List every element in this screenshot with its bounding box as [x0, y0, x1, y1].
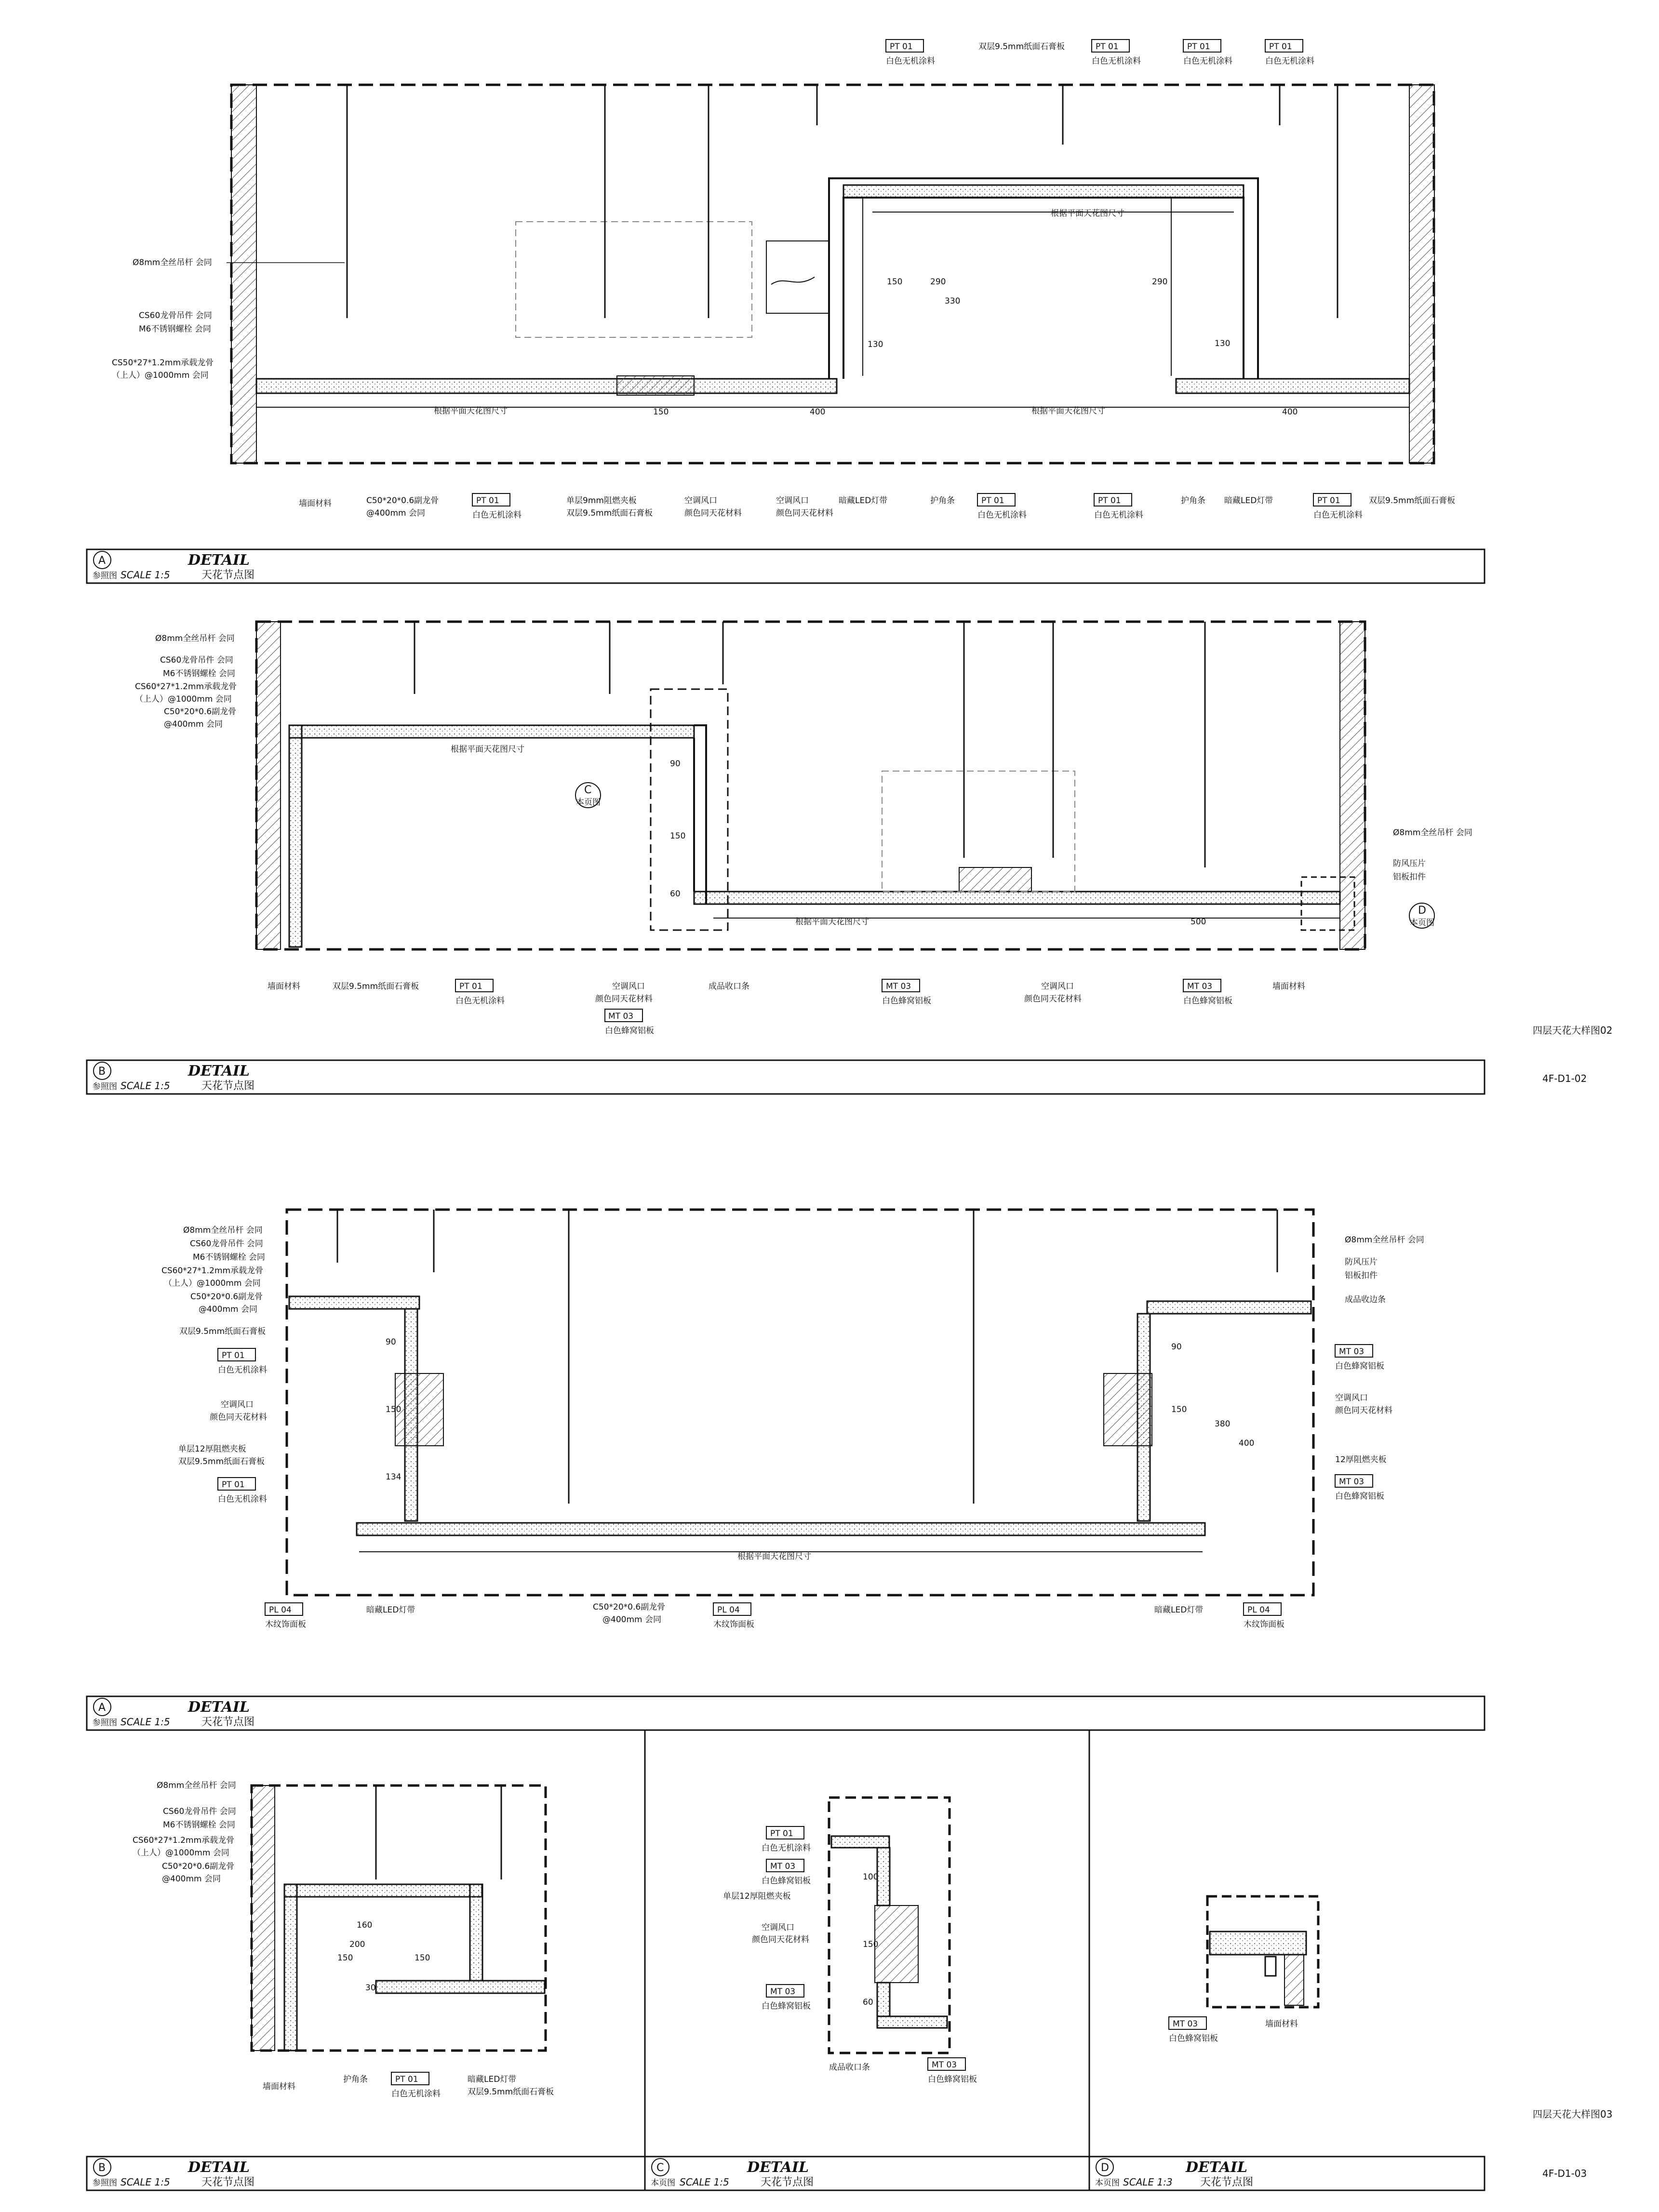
a2-ann-plywood12b: 12厚阻燃夹板	[1335, 1455, 1387, 1465]
panel-a2-right-vent	[1104, 1373, 1152, 1446]
panel-b2-drop	[470, 1884, 482, 1981]
panel-b-bottom-annotations	[268, 979, 1305, 1036]
ann-at400: @400mm 会同	[366, 508, 425, 518]
panel-a-dim-330: 330	[945, 296, 961, 306]
a2-ann-pl04-c: PL 04	[1247, 1605, 1270, 1615]
b-ann-mt03-c-desc: 白色蜂窝铝板	[1183, 996, 1232, 1006]
c-dim-100: 100	[863, 1872, 879, 1882]
b-ann-vent-2: 空调风口	[1041, 982, 1074, 991]
panel-a2-left-ledge	[289, 1296, 419, 1309]
panel-a-ref-dim-3: 根据平面天花图尺寸	[1051, 209, 1124, 218]
panel-a-right-wall	[1409, 85, 1434, 463]
panel-b2-ceiling	[284, 1884, 482, 1897]
panel-a-dim-130b: 130	[868, 340, 883, 349]
panel-a-hanger-rods	[347, 85, 1338, 318]
tag-pt01: PT 01	[890, 42, 913, 52]
panel-a2-name: 天花节点图	[201, 1716, 255, 1728]
detail-panel-a-bottom	[87, 1210, 1485, 1730]
panel-b-step	[694, 725, 706, 904]
ann-guard: 护角条	[930, 496, 955, 506]
c-ann-pt01: PT 01	[770, 1829, 793, 1839]
c-ann-mt03: MT 03	[770, 1862, 796, 1871]
ann-wall: 墙面材料	[299, 499, 332, 508]
ann-pt01-b3-desc: 白色无机涂料	[1094, 510, 1143, 520]
panel-a2-title: DETAIL	[188, 1699, 250, 1716]
panel-a-left-wall	[231, 85, 256, 463]
a2-ann-c50-b: C50*20*0.6副龙骨	[593, 1602, 666, 1612]
ann-vent-color: 颜色同天花材料	[684, 508, 742, 518]
a2-ann-c50: C50*20*0.6副龙骨	[190, 1292, 263, 1302]
a2-dim-150: 150	[386, 1405, 401, 1414]
panel-b-dim-150: 150	[670, 831, 686, 841]
panel-a-dashed-frame	[231, 85, 1434, 463]
b2-ann-cs60main: CS60*27*1.2mm承载龙骨	[133, 1836, 235, 1845]
panel-b-marker-c-label: C	[584, 784, 592, 796]
panel-b-marker-c-ref: 本页图	[576, 798, 601, 807]
panel-d-title: DETAIL	[1186, 2159, 1247, 2176]
c-ann-plywood: 单层12厚阻燃夹板	[723, 1892, 791, 1901]
panel-a-scale: SCALE 1:5	[120, 569, 170, 581]
ann-rod: Ø8mm全丝吊杆 会同	[133, 258, 212, 267]
b2-ann-pt01-desc: 白色无机涂料	[391, 2089, 441, 2099]
b2-dim-150: 150	[337, 1953, 353, 1963]
panel-b-dim-60: 60	[670, 889, 681, 899]
side-code-1: 4F-D1-02	[1542, 1073, 1587, 1084]
b-ann-rod-r: Ø8mm全丝吊杆 会同	[1393, 828, 1472, 838]
panel-a-vent	[766, 241, 829, 313]
panel-a2-code: A	[98, 1702, 106, 1714]
b2-ann-up1000: （上人）@1000mm 会同	[133, 1848, 229, 1858]
b-ann-vent: 空调风口	[612, 982, 645, 991]
a2-ann-mt03-b-desc: 白色蜂窝铝板	[1335, 1492, 1384, 1501]
a2-ann-mt03-desc: 白色蜂窝铝板	[1335, 1361, 1384, 1371]
panel-a2-left-annotations	[161, 1226, 267, 1504]
panel-c-annotations	[723, 1826, 977, 2084]
a2-ann-vent: 空调风口	[221, 1400, 254, 1410]
panel-c-name: 天花节点图	[761, 2176, 814, 2188]
panel-a-title-bar	[87, 549, 1485, 583]
panel-a2-hanger-rods	[337, 1210, 1277, 1504]
a2-ann-pt01-b-desc: 白色无机涂料	[218, 1494, 267, 1504]
a2-ann-led-2: 暗藏LED灯带	[1154, 1605, 1204, 1615]
c-dim-150: 150	[863, 1940, 879, 1949]
panel-a-left-annotations	[112, 258, 345, 380]
panel-a-name: 天花节点图	[201, 569, 255, 581]
a2-dim-380: 380	[1215, 1419, 1231, 1429]
b2-ann-at400: @400mm 会同	[162, 1874, 221, 1884]
b-ann-mt03-desc: 白色蜂窝铝板	[605, 1026, 654, 1036]
b-ann-mt03: MT 03	[608, 1012, 634, 1021]
detail-panel-d	[1089, 1896, 1612, 2190]
a2-ann-pl04: PL 04	[269, 1605, 292, 1615]
tag-pt01-b: PT 01	[1096, 42, 1119, 52]
panel-a-lower-vent	[617, 376, 694, 395]
ann-plywood9: 单层9mm阻燃夹板	[566, 496, 637, 506]
d-ann-mt03: MT 03	[1173, 2019, 1198, 2029]
panel-a-dim-130c: 130	[1215, 339, 1231, 348]
c-ann-mt03-desc: 白色蜂窝铝板	[762, 1876, 811, 1886]
b2-ann-cs60: CS60龙骨吊件 会同	[163, 1807, 236, 1816]
panel-b2-name: 天花节点图	[201, 2176, 255, 2188]
a2-ann-vent-r: 空调风口	[1335, 1393, 1368, 1403]
detail-panel-a-top	[87, 40, 1485, 583]
b-ann-closure: 成品收口条	[709, 982, 749, 991]
a2-ann-pl04-c-desc: 木纹饰面板	[1244, 1620, 1284, 1629]
panel-a2-right-annotations	[1335, 1235, 1424, 1501]
d-ann-wall: 墙面材料	[1265, 2019, 1298, 2029]
a2-ref-dim: 根据平面天花图尺寸	[737, 1552, 811, 1561]
b-ann-c50: C50*20*0.6副龙骨	[164, 707, 237, 717]
ann-c50: C50*20*0.6副龙骨	[366, 496, 439, 506]
panel-b-ref-dim: 根据平面天花图尺寸	[451, 745, 524, 754]
panel-d-annotations	[1169, 2017, 1298, 2043]
detail-panel-b-top	[87, 622, 1612, 1094]
a2-ann-pt01-b: PT 01	[222, 1480, 245, 1490]
a2-ann-cs60: CS60龙骨吊件 会同	[190, 1239, 263, 1249]
b-ann-mt03-c: MT 03	[1187, 982, 1213, 991]
panel-b-right-annotations	[1393, 828, 1472, 882]
panel-d-scale: SCALE 1:3	[1123, 2176, 1173, 2188]
ann-cs60: CS60龙骨吊件 会同	[139, 311, 212, 320]
panel-b-name: 天花节点图	[201, 1080, 255, 1092]
b-ann-aluminum: 铝板扣件	[1393, 872, 1426, 882]
tag-pt01-d: PT 01	[1269, 42, 1292, 52]
a2-ann-pl04-b: PL 04	[717, 1605, 740, 1615]
c-ann-mt03-b-desc: 白色蜂窝铝板	[762, 2001, 811, 2011]
c-ann-mt03-c: MT 03	[932, 2060, 957, 2070]
ann-pt01-b3: PT 01	[1098, 496, 1121, 506]
panel-a-ceiling-board-left	[256, 379, 837, 393]
panel-b-vent	[959, 867, 1031, 892]
panel-b-title-bar	[87, 1060, 1485, 1094]
b-ann-wall-2: 墙面材料	[1272, 982, 1305, 991]
panel-a2-ref: 参照图	[93, 1718, 117, 1728]
tag-pt01-d-desc: 白色无机涂料	[1265, 56, 1314, 66]
c-dim-60: 60	[863, 1998, 873, 2007]
panel-b2-title-bar	[87, 2157, 645, 2190]
detail-panel-b-bottom	[87, 1781, 645, 2190]
b-ann-wall: 墙面材料	[268, 982, 300, 991]
b2-ann-guard: 护角条	[343, 2075, 368, 2084]
b2-ann-pt01: PT 01	[395, 2075, 418, 2084]
c-ann-vent: 空调风口	[762, 1923, 794, 1932]
tag-pt01-desc: 白色无机涂料	[886, 56, 935, 66]
panel-c-title: DETAIL	[747, 2159, 809, 2176]
ann-gypsum-b: 双层9.5mm纸面石膏板	[566, 508, 653, 518]
b2-ann-c50: C50*20*0.6副龙骨	[162, 1862, 235, 1871]
b2-dim-200: 200	[349, 1940, 365, 1949]
panel-b-left-wall	[256, 622, 281, 949]
a2-ann-plywood12: 单层12厚阻燃夹板	[178, 1444, 246, 1454]
panel-a-ceiling-board-right	[1176, 379, 1409, 393]
a2-ann-gypsum: 双层9.5mm纸面石膏板	[179, 1327, 266, 1336]
panel-b2-scale: SCALE 1:5	[120, 2176, 170, 2188]
panel-b-left-column	[289, 725, 302, 947]
b2-dim-160: 160	[357, 1920, 373, 1930]
a2-ann-vent-color-r: 颜色同天花材料	[1335, 1406, 1392, 1415]
ann-led-2: 暗藏LED灯带	[1224, 496, 1273, 506]
a2-ann-mt03: MT 03	[1339, 1347, 1365, 1357]
panel-a2-bottom-annotations	[265, 1602, 1284, 1629]
panel-c-vent	[875, 1906, 918, 1983]
a2-ann-pt01-desc: 白色无机涂料	[218, 1365, 267, 1375]
ann-pt01-b4: PT 01	[1317, 496, 1340, 506]
c-ann-mt03-b: MT 03	[770, 1987, 796, 1997]
a2-ann-up1000: （上人）@1000mm 会同	[164, 1279, 261, 1288]
panel-c-top-board	[831, 1836, 889, 1848]
panel-b2-lip	[376, 1981, 545, 1993]
panel-c-side-upper	[877, 1848, 890, 1906]
a2-ann-m6: M6不锈钢螺栓 会同	[193, 1253, 265, 1262]
panel-a-bottom-annotations	[299, 493, 1455, 520]
tag-gypsum: 双层9.5mm纸面石膏板	[978, 42, 1065, 52]
panel-a-dim-150: 150	[887, 277, 903, 287]
a2-ann-mt03-b: MT 03	[1339, 1477, 1365, 1487]
b-ann-m6: M6不锈钢螺栓 会同	[163, 669, 235, 679]
a2-ann-at400-b: @400mm 会同	[602, 1615, 661, 1625]
ann-pt01-b4-desc: 白色无机涂料	[1313, 510, 1363, 520]
side-label-2: 四层天花大样图03	[1533, 2108, 1613, 2120]
b-ann-vent-color: 颜色同天花材料	[595, 994, 653, 1004]
b2-ann-gypsum: 双层9.5mm纸面石膏板	[468, 2087, 554, 2097]
a2-ann-rod: Ø8mm全丝吊杆 会同	[183, 1226, 263, 1235]
ann-led: 暗藏LED灯带	[839, 496, 888, 506]
a2-dim-134: 134	[386, 1472, 401, 1482]
panel-b2-title: DETAIL	[188, 2159, 250, 2176]
panel-a-ref: 参照图	[93, 571, 117, 581]
panel-d-code: D	[1101, 2162, 1109, 2174]
ann-cs50: CS50*27*1.2mm承载龙骨	[112, 358, 214, 368]
ann-up1000: （上人）@1000mm 会同	[112, 371, 209, 380]
panel-a-dim-lines	[256, 198, 1409, 407]
panel-d-wall	[1284, 1955, 1304, 2005]
panel-b-ref: 参照图	[93, 1082, 117, 1092]
b-ann-at400: @400mm 会同	[164, 720, 223, 729]
panel-a-raised-ceiling-board	[843, 185, 1244, 198]
side-label-1: 四层天花大样图02	[1533, 1025, 1613, 1036]
panel-b-code: B	[98, 1066, 106, 1078]
a2-ann-at400: @400mm 会同	[199, 1305, 257, 1314]
panel-a-title: DETAIL	[188, 552, 250, 569]
a2-dim-90b: 90	[1171, 1342, 1182, 1352]
panel-a-code: A	[98, 555, 106, 567]
panel-b-left-annotations	[135, 634, 237, 729]
a2-ann-cs60main: CS60*27*1.2mm承载龙骨	[161, 1266, 264, 1276]
panel-d-clip	[1265, 1957, 1276, 1976]
panel-b-scale: SCALE 1:5	[120, 1080, 170, 1092]
b-ann-cs60main: CS60*27*1.2mm承载龙骨	[135, 682, 237, 692]
tag-pt01-c: PT 01	[1187, 42, 1210, 52]
panel-a-top-tags	[886, 40, 1314, 66]
ann-vent-color-2: 颜色同天花材料	[776, 508, 833, 518]
ann-pt01-b2-desc: 白色无机涂料	[977, 510, 1027, 520]
a2-ann-aluminum: 铝板扣件	[1345, 1271, 1378, 1280]
panel-d-name: 天花节点图	[1200, 2176, 1254, 2188]
b-ann-rod: Ø8mm全丝吊杆 会同	[155, 634, 235, 643]
panel-a2-title-bar	[87, 1696, 1485, 1730]
panel-b-marker-d-label: D	[1418, 905, 1426, 917]
b-ann-pt01: PT 01	[459, 982, 482, 991]
a2-ann-pl04-desc: 木纹饰面板	[265, 1620, 306, 1629]
a2-ann-led: 暗藏LED灯带	[366, 1605, 415, 1615]
a2-ann-vent-color: 颜色同天花材料	[210, 1412, 267, 1422]
panel-a2-right-ledge	[1147, 1301, 1311, 1314]
b-ann-up1000: （上人）@1000mm 会同	[135, 694, 232, 704]
panel-a2-ceiling-board	[357, 1523, 1205, 1535]
panel-c-title-bar	[645, 2157, 1089, 2190]
panel-c-side-lower	[877, 1983, 890, 2016]
c-ann-vent-color: 颜色同天花材料	[752, 1935, 809, 1945]
panel-b-ceiling-left	[289, 725, 694, 738]
panel-a-ref-dim: 根据平面天花图尺寸	[434, 406, 508, 416]
detail-panel-c	[645, 1798, 1089, 2190]
panel-a2-left-vent	[395, 1373, 443, 1446]
a2-dim-90: 90	[386, 1337, 396, 1347]
b2-ann-rod: Ø8mm全丝吊杆 会同	[157, 1781, 236, 1790]
a2-ann-pl04-b-desc: 木纹饰面板	[713, 1620, 754, 1629]
panel-b2-column	[284, 1884, 297, 2051]
b2-ann-wall: 墙面材料	[263, 2082, 295, 2092]
b2-ann-led: 暗藏LED灯带	[468, 2075, 517, 2084]
panel-d-title-bar	[1089, 2157, 1485, 2190]
ann-vent-2: 空调风口	[776, 496, 809, 506]
a2-ann-pressure: 防风压片	[1345, 1257, 1378, 1267]
tag-pt01-b-desc: 白色无机涂料	[1092, 56, 1141, 66]
a2-ann-pt01: PT 01	[222, 1351, 245, 1360]
a2-ann-edge: 成品收边条	[1345, 1295, 1386, 1305]
d-ann-mt03-desc: 白色蜂窝铝板	[1169, 2034, 1218, 2043]
ann-pt01-b2: PT 01	[981, 496, 1004, 506]
panel-b-hanger-rods	[415, 622, 1205, 867]
b-ann-mt03-b-desc: 白色蜂窝铝板	[882, 996, 931, 1006]
panel-a-vent-box	[516, 222, 752, 337]
panel-a-dim-290: 290	[930, 277, 946, 287]
panel-a-dim-400: 400	[810, 407, 826, 417]
c-ann-mt03-c-desc: 白色蜂窝铝板	[928, 2075, 977, 2084]
b2-dim-30: 30	[365, 1983, 376, 1993]
panel-b-dim-90: 90	[670, 759, 681, 769]
ann-pt01-b1: PT 01	[476, 496, 499, 506]
a2-ann-rod-r: Ø8mm全丝吊杆 会同	[1345, 1235, 1424, 1245]
panel-b-marker-d-ref: 本页图	[1410, 918, 1434, 928]
panel-c-ref: 本页图	[651, 2178, 675, 2188]
panel-b-title: DETAIL	[188, 1063, 250, 1079]
a2-dim-400: 400	[1239, 1439, 1255, 1448]
ann-m6: M6不锈钢螺栓 会同	[139, 324, 211, 334]
b-ann-mt03-b: MT 03	[886, 982, 911, 991]
panel-d-board	[1210, 1932, 1306, 1955]
panel-c-bottom-board	[877, 2016, 947, 2028]
panel-b-ceiling-right	[694, 892, 1340, 904]
panel-b-ref-dim-2: 根据平面天花图尺寸	[795, 917, 869, 927]
panel-b2-code: B	[98, 2162, 106, 2174]
panel-a-vent-arrow	[771, 277, 815, 284]
ann-gypsum-c: 双层9.5mm纸面石膏板	[1369, 496, 1456, 506]
panel-d-ref: 本页图	[1095, 2178, 1120, 2188]
panel-b-right-wall	[1340, 622, 1365, 949]
tag-pt01-c-desc: 白色无机涂料	[1183, 56, 1232, 66]
b2-dim-150b: 150	[415, 1953, 430, 1963]
panel-b2-ref: 参照图	[93, 2178, 117, 2188]
c-ann-pt01-desc: 白色无机涂料	[762, 1843, 811, 1853]
panel-b-dim-500: 500	[1191, 917, 1206, 927]
ann-vent: 空调风口	[684, 496, 717, 506]
a2-dim-150b: 150	[1171, 1405, 1187, 1414]
panel-a-dim-130: 150	[653, 407, 669, 417]
b-ann-gypsum: 双层9.5mm纸面石膏板	[333, 982, 419, 991]
side-code-2: 4F-D1-03	[1542, 2168, 1587, 2179]
panel-a-dim-290b: 290	[1152, 277, 1168, 287]
b-ann-pressure: 防风压片	[1393, 859, 1426, 868]
ann-guard-2: 护角条	[1181, 496, 1205, 506]
b-ann-cs60: CS60龙骨吊件 会同	[160, 655, 233, 665]
panel-c-code: C	[656, 2162, 664, 2174]
ann-pt01-b1-desc: 白色无机涂料	[472, 510, 522, 520]
panel-a-ref-dim-2: 根据平面天花图尺寸	[1031, 406, 1105, 416]
panel-c-scale: SCALE 1:5	[680, 2176, 729, 2188]
panel-a2-scale: SCALE 1:5	[120, 1716, 170, 1728]
panel-a-dim-400b: 400	[1282, 407, 1298, 417]
c-ann-closure: 成品收口条	[829, 2063, 870, 2072]
b2-ann-m6: M6不锈钢螺栓 会同	[163, 1820, 235, 1830]
b-ann-pt01-desc: 白色无机涂料	[455, 996, 505, 1006]
panel-b2-left-wall	[252, 1786, 275, 2051]
a2-ann-gypsum-2: 双层9.5mm纸面石膏板	[178, 1457, 265, 1466]
b-ann-vent-color-2: 颜色同天花材料	[1024, 994, 1082, 1004]
